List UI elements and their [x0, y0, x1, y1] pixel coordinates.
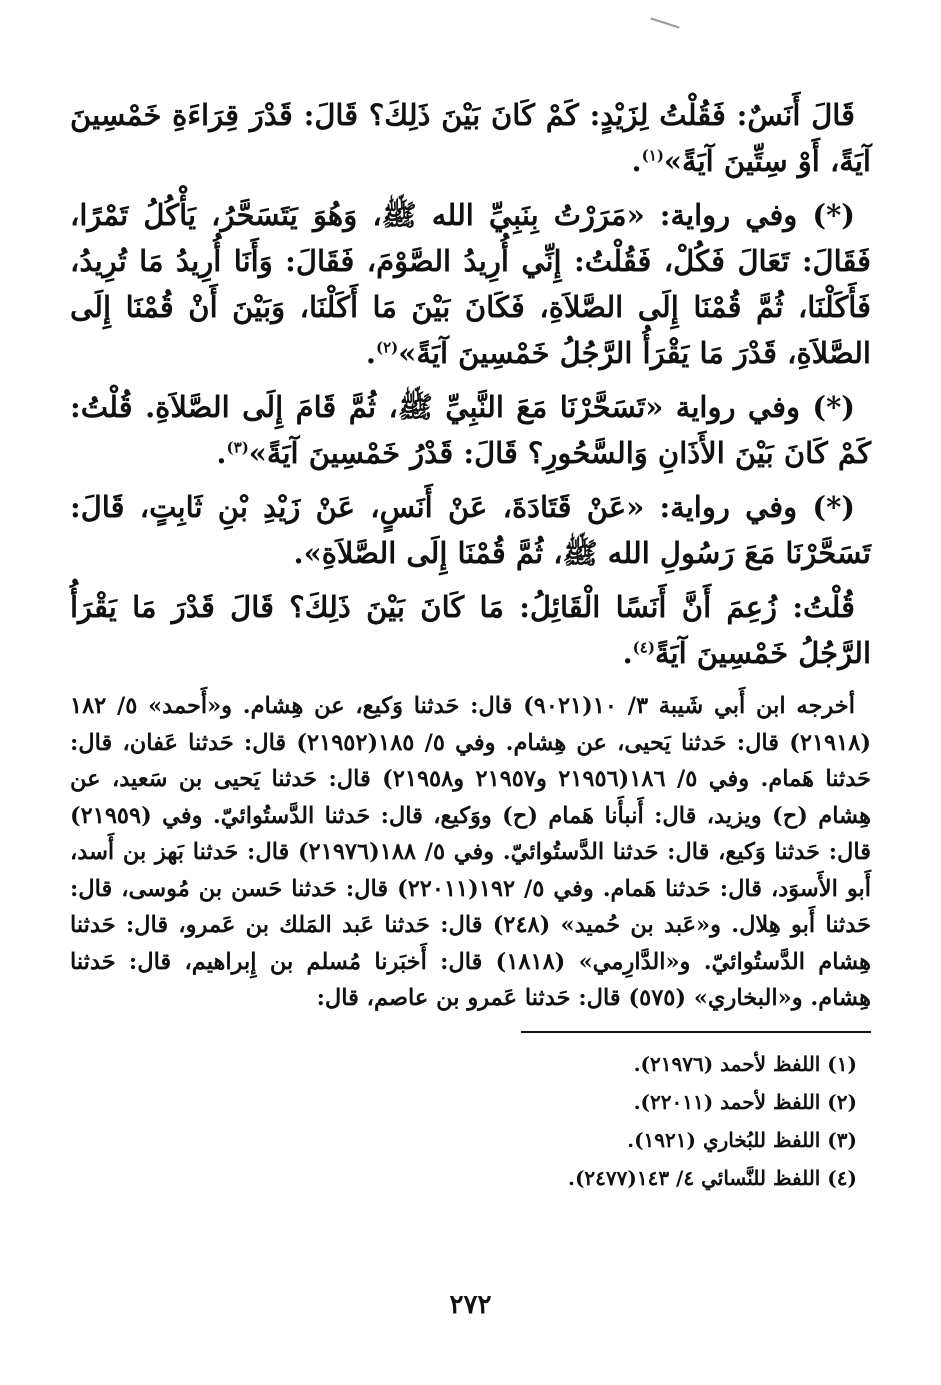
- footnote-4: (٤) اللفظ للنَّسائي ٤/ ١٤٣(٢٤٧٧).: [567, 1165, 857, 1190]
- footnote-ref-1: (١): [641, 146, 664, 165]
- paragraph-5-text: قُلْتُ: زُعِمَ أَنَّ أَنَسًا الْقَائِلُ: مَا كَانَ بَيْنَ ذَلِكَ؟ قَالَ قَدْرَ مَا يَقْرَأُ الرَّجُلُ خَمْسِينَ آيَةً: [70, 590, 871, 670]
- paragraph-4: [70, 484, 871, 576]
- paragraph-1: [70, 92, 871, 184]
- takhrij-paragraph: أخرجه ابن أَبي شَيبة ٣/ ١٠(٩٠٢١) قال: حَدثنا وَكيع، عن هِشام. و«أَحمد» ٥/ ١٨٢ (٢١٩١٨) قال: حَدثنا يَحيى، عن هِشام. وفي ٥/ ١٨٥(٢١٩٥٢) قال: حَدثنا عَفان، قال: حَدثنا هَمام. وفي ٥/ ١٨٦(٢١٩٥٦ و٢١٩٥٧ و٢١٩٥٨) قال: حَدثنا يَحيى بن سَعيد، عن هِشام (ح) ويزيد، قال: أَنبأَنا هَمام (ح) ووَكيع، قال: حَدثنا الدَّستُوائيّ. وفي (٢١٩٥٩) قال: حَدثنا وَكيع، قال: حَدثنا الدَّستُوائيّ. وفي ٥/ ١٨٨(٢١٩٧٦) قال: حَدثنا بَهز بن أَسد، أَبو الأَسوَد، قال: حَدثنا هَمام. وفي ٥/ ١٩٢(٢٢٠١١) قال: حَدثنا حَسن بن مُوسى، قال: حَدثنا أَبو هِلال. و«عَبد بن حُميد» (٢٤٨) قال: حَدثنا عَبد المَلك بن عَمرو، قال: حَدثنا هِشام الدَّستُوائيّ. و«الدَّارِمي» (١٨١٨) قال: أَخبَرنا مُسلم بن إِبراهيم، قال: حَدثنا هِشام. و«البخاري» (٥٧٥) قال: حَدثنا عَمرو بن عاصم، قال:: [70, 693, 872, 1011]
- paragraph-3-text: (*) وفي رواية «تَسَحَّرْنَا مَعَ النَّبِيِّ ﷺ، ثُمَّ قَامَ إِلَى الصَّلاَةِ. قُلْتُ: كَمْ كَانَ بَيْنَ الأَذَانِ وَالسَّحُورِ؟ قَالَ: قَدْرُ خَمْسِينَ آيَةً»: [70, 390, 871, 470]
- footnote-2: (٢) اللفظ لأحمد (٢٢٠١١).: [633, 1089, 857, 1114]
- footnote-divider: [521, 1031, 871, 1033]
- page-number: ٢٧٢: [449, 1290, 492, 1320]
- footnote-ref-3: (٣): [226, 438, 249, 457]
- footnotes: [70, 1045, 871, 1197]
- paragraph-2: [70, 192, 871, 376]
- paragraph-4-text: (*) وفي رواية: «عَنْ قَتَادَةَ، عَنْ أَنَسٍ، عَنْ زَيْدِ بْنِ ثَابِتٍ، قَالَ: تَسَحَّرْنَا مَعَ رَسُولِ الله ﷺ، ثُمَّ قُمْنَا إِلَى الصَّلاَةِ».: [70, 490, 871, 570]
- paragraph-5-end: .: [622, 636, 633, 670]
- paragraph-5: [70, 584, 871, 676]
- paragraph-1-text: قَالَ أَنَسٌ: فَقُلْتُ لِزَيْدٍ: كَمْ كَانَ بَيْنَ ذَلِكَ؟ قَالَ: قَدْرَ قِرَاءَةِ خَمْسِينَ آيَةً، أَوْ سِتِّينَ آيَةً»: [70, 98, 871, 178]
- paragraph-1-end: .: [631, 144, 642, 178]
- footnote-3: (٣) اللفظ للبُخاري (١٩٢١).: [627, 1127, 857, 1152]
- paragraph-3: [70, 384, 871, 476]
- paragraph-2-end: .: [365, 336, 376, 370]
- paragraph-3-end: .: [216, 436, 227, 470]
- footnote-ref-2: (٢): [376, 338, 399, 357]
- page-body: [70, 92, 871, 1197]
- scan-mark: [650, 17, 679, 28]
- footnote-ref-4: (٤): [632, 638, 655, 657]
- paragraph-2-text: (*) وفي رواية: «مَرَرْتُ بِنَبِيِّ الله ﷺ، وَهُوَ يَتَسَحَّرُ، يَأْكُلُ تَمْرًا، فَقَالَ: تَعَالَ فَكُلْ، فَقُلْتُ: إِنِّي أُرِيدُ الصَّوْمَ، فَقَالَ: وَأَنَا أُرِيدُ مَا تُرِيدُ، فَأَكَلْنَا، ثُمَّ قُمْنَا إِلَى الصَّلاَةِ، فَكَانَ بَيْنَ مَا أَكَلْنَا، وَبَيْنَ أَنْ قُمْنَا إِلَى الصَّلاَةِ، قَدْرَ مَا يَقْرَأُ الرَّجُلُ خَمْسِينَ آيَةً»: [70, 198, 871, 370]
- footnote-1: (١) اللفظ لأحمد (٢١٩٧٦).: [633, 1051, 857, 1076]
